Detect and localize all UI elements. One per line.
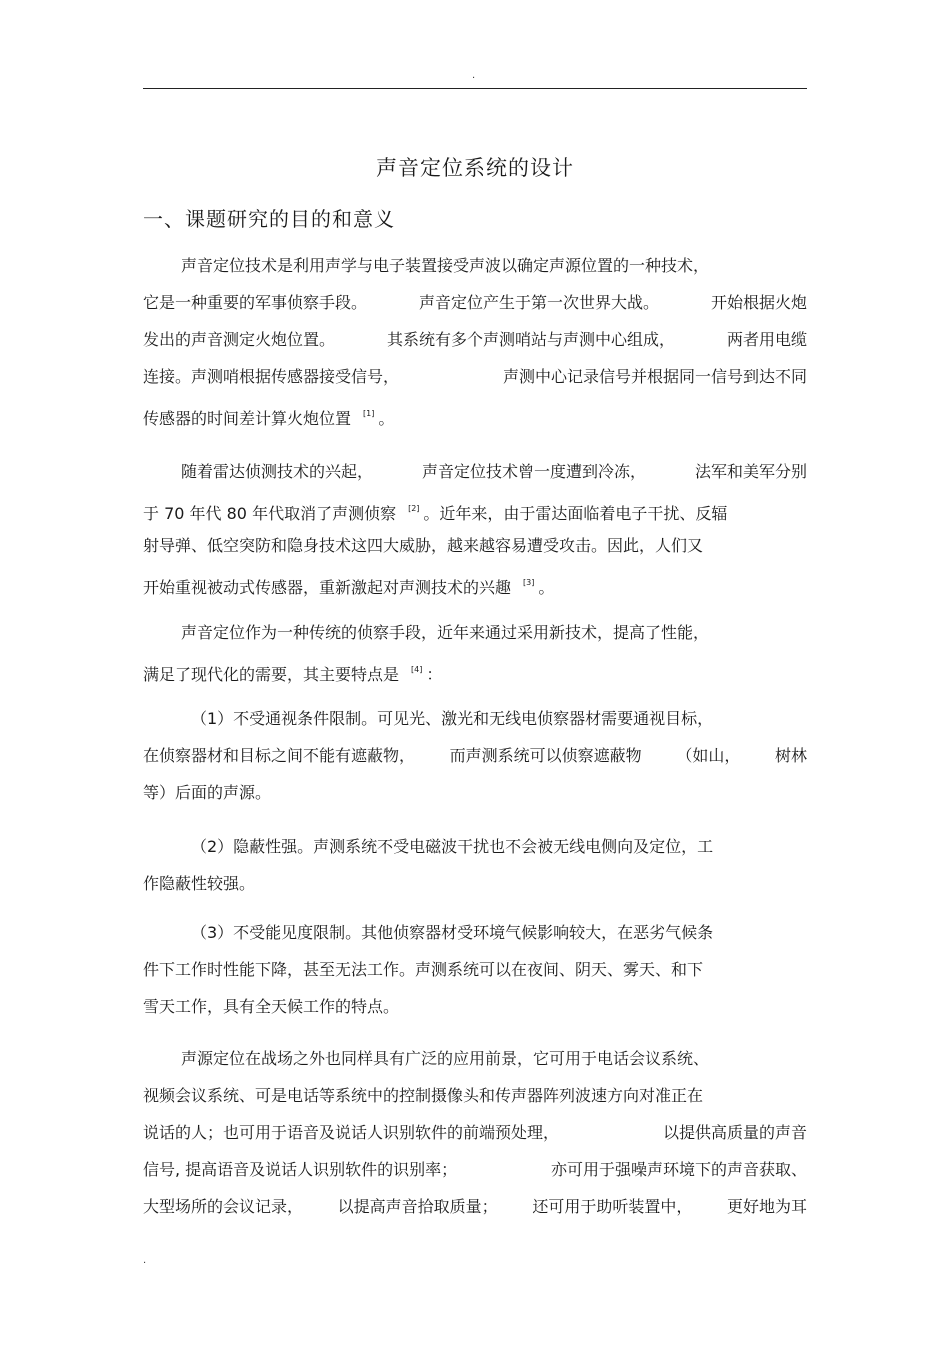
text-segment: 以提供高质量的声音 <box>662 1123 807 1142</box>
document-title: 声音定位系统的设计 <box>376 156 574 180</box>
footer-marker: . <box>143 1255 147 1266</box>
paragraph-line <box>143 1151 807 1188</box>
text-segment: 等）后面的声源。 <box>143 783 272 802</box>
paragraph-line <box>143 395 807 432</box>
text-segment: 更好地为耳 <box>726 1197 807 1216</box>
text-segment: 。 <box>538 578 555 597</box>
text-segment: 声源定位在战场之外也同样具有广泛的应用前景，它可用于电话会议系统、 <box>181 1049 710 1068</box>
text-segment: 声音定位作为一种传统的侦察手段，近年来通过采用新技术，提高了性能， <box>181 623 710 642</box>
text-segment: 声音定位产生于第一次世界大战。 <box>418 293 659 312</box>
paragraph-line <box>143 490 807 527</box>
text-segment: 大型场所的会议记录， <box>143 1197 304 1216</box>
text-segment: 两者用电缆 <box>726 330 807 349</box>
text-segment: 传感器的时间差计算火炮位置 <box>143 409 352 428</box>
citation-reference: [4] <box>411 665 423 674</box>
text-segment: 发出的声音测定火炮位置。 <box>143 330 336 349</box>
text-segment: 在侦察器材和目标之间不能有遮蔽物， <box>143 746 416 765</box>
text-segment: 。 <box>378 409 395 428</box>
text-segment: 其系统有多个声测哨站与声测中心组成， <box>386 330 675 349</box>
paragraph-line <box>143 321 807 358</box>
paragraph-line <box>143 865 807 902</box>
citation-reference: [2] <box>408 504 420 513</box>
paragraph <box>143 247 807 432</box>
text-segment: 声音定位技术是利用声学与电子装置接受声波以确定声源位置的一种技术， <box>181 256 710 275</box>
paragraph-line <box>143 284 807 321</box>
text-segment: 射导弹、低空突防和隐身技术这四大威胁，越来越容易遭受攻击。因此，人们又 <box>143 536 704 555</box>
paragraph-line <box>143 1114 807 1151</box>
paragraph <box>143 914 807 1025</box>
paragraph-line <box>143 614 807 651</box>
paragraph-line <box>143 1077 807 1114</box>
text-segment: 。近年来，由于雷达面临着电子干扰、反辐 <box>423 504 728 523</box>
paragraph-line <box>143 700 807 737</box>
text-segment: 以提高声音拾取质量； <box>337 1197 498 1216</box>
paragraph-line <box>143 564 807 601</box>
text-segment: 信号, 提高语音及说话人识别软件的识别率； <box>143 1160 458 1179</box>
paragraph <box>143 700 807 811</box>
paragraph-line <box>143 951 807 988</box>
text-segment: （3）不受能见度限制。其他侦察器材受环境气候影响较大，在恶劣气候条 <box>191 923 714 942</box>
paragraph <box>143 614 807 688</box>
paragraph-line <box>143 247 807 284</box>
header-marker: . <box>472 70 476 81</box>
paragraph-line <box>143 358 807 395</box>
citation-reference: [3] <box>523 578 535 587</box>
text-segment: 于 70 年代 80 年代取消了声测侦察 <box>143 504 397 523</box>
text-segment: 作隐蔽性较强。 <box>143 874 256 893</box>
paragraph <box>143 1040 807 1225</box>
paragraph-line <box>143 453 807 490</box>
text-segment: 随着雷达侦测技术的兴起， <box>181 462 374 481</box>
text-segment: 开始根据火炮 <box>710 293 807 312</box>
paragraph-line <box>143 914 807 951</box>
text-segment: （2）隐蔽性强。声测系统不受电磁波干扰也不会被无线电侧向及定位，工 <box>191 837 714 856</box>
header-rule <box>143 88 807 89</box>
text-segment: 雪天工作，具有全天候工作的特点。 <box>143 997 400 1016</box>
text-segment: ： <box>426 665 443 684</box>
paragraph-line <box>143 774 807 811</box>
section-heading: 一、课题研究的目的和意义 <box>143 207 395 231</box>
paragraph-line <box>143 1040 807 1077</box>
text-segment: 而声测系统可以侦察遮蔽物 <box>449 746 642 765</box>
text-segment: 视频会议系统、可是电话等系统中的控制摄像头和传声器阵列波速方向对准正在 <box>143 1086 704 1105</box>
text-segment: 开始重视被动式传感器，重新激起对声测技术的兴趣 <box>143 578 512 597</box>
text-segment: 连接。声测哨根据传感器接受信号， <box>143 367 400 386</box>
text-segment: （1）不受通视条件限制。可见光、激光和无线电侦察器材需要通视目标， <box>191 709 714 728</box>
text-segment: 声测中心记录信号并根据同一信号到达不同 <box>502 367 807 386</box>
paragraph-line <box>143 988 807 1025</box>
text-segment: 满足了现代化的需要，其主要特点是 <box>143 665 400 684</box>
text-segment: 亦可用于强噪声环境下的声音获取、 <box>550 1160 807 1179</box>
text-segment: （如山， <box>676 746 741 765</box>
paragraph-line <box>143 737 807 774</box>
text-segment: 件下工作时性能下降，甚至无法工作。声测系统可以在夜间、阴天、雾天、和下 <box>143 960 704 979</box>
text-segment: 它是一种重要的军事侦察手段。 <box>143 293 368 312</box>
citation-reference: [1] <box>363 409 375 418</box>
paragraph-line <box>143 651 807 688</box>
paragraph-line <box>143 828 807 865</box>
text-segment: 声音定位技术曾一度遭到冷冻， <box>421 462 646 481</box>
text-segment: 说话的人；也可用于语音及说话人识别软件的前端预处理， <box>143 1123 560 1142</box>
text-segment: 还可用于助听装置中， <box>532 1197 693 1216</box>
paragraph-line <box>143 527 807 564</box>
paragraph-line <box>143 1188 807 1225</box>
paragraph <box>143 453 807 601</box>
text-segment: 树林 <box>774 746 807 765</box>
paragraph <box>143 828 807 902</box>
text-segment: 法军和美军分别 <box>694 462 807 481</box>
